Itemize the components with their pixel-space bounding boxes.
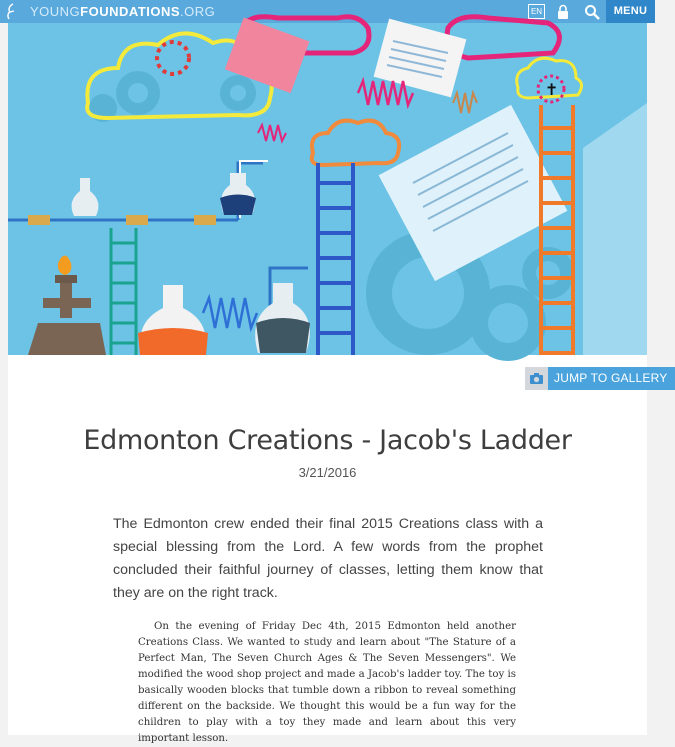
article-card: [8, 23, 668, 744]
article-title: Edmonton Creations - Jacob's Ladder: [83, 425, 572, 456]
brand-bold-text: FOUNDATIONS: [80, 4, 181, 19]
jump-to-gallery-button[interactable]: [525, 367, 675, 390]
article-date: 3/21/2016: [298, 465, 357, 480]
article-lead-paragraph: The Edmonton crew ended their final 2015 Creations class with a special blessing from the Lord. A few words from the prophet concluded their faithful journey of classes, letting them know that they are on the right track.: [113, 516, 543, 601]
svg-text:✝: ✝: [545, 80, 559, 99]
hero-illustration: [8, 23, 647, 355]
language-button[interactable]: EN: [528, 4, 545, 19]
brand-light-text: YOUNG: [30, 4, 81, 19]
brand-suffix-text: .ORG: [180, 4, 216, 19]
search-icon[interactable]: [584, 4, 600, 20]
camera-icon: [525, 367, 548, 390]
lock-icon[interactable]: [557, 4, 569, 19]
menu-button[interactable]: MENU: [606, 0, 655, 23]
jump-to-gallery-label: JUMP TO GALLERY: [548, 367, 675, 390]
brand-logo-icon[interactable]: [4, 3, 18, 20]
article-body-paragraph: On the evening of Friday Dec 4th, 2015 Edmonton held another Creations Class. We wanted to study and learn about "The Stature of a Perfect Man, The Seven Church Ages & The Seven Messengers". We modified the wood shop project and made a Jacob's ladder toy. The toy is basically wooden blocks that tumble down a ribbon to reveal something different on the backside. We thought this would be a fun way for the children to play with a toy they made and learn about this very important lesson.: [138, 621, 516, 744]
site-brand-link[interactable]: [30, 4, 215, 19]
